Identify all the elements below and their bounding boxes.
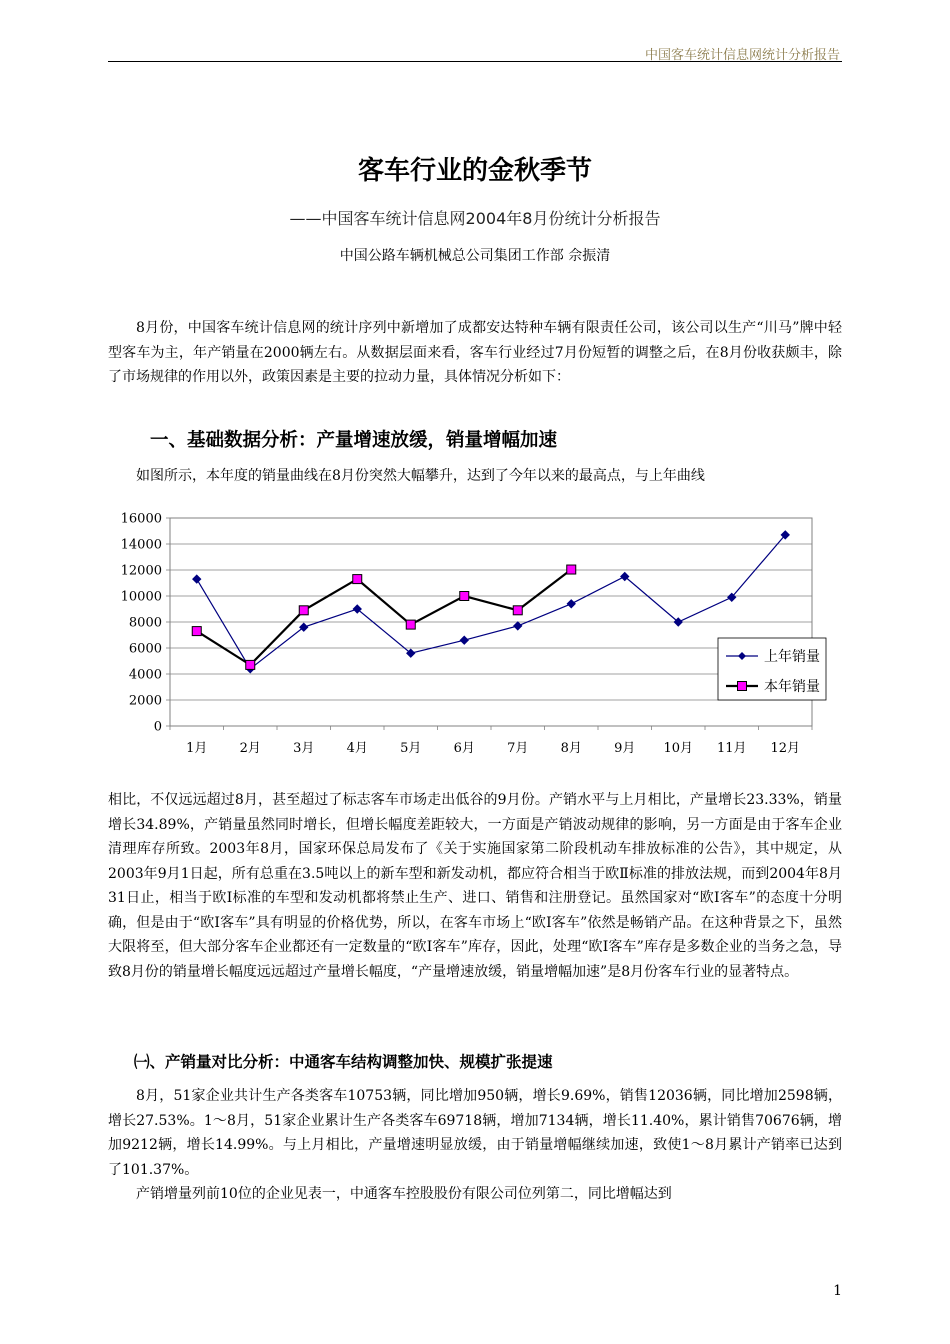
document-author: 中国公路车辆机械总公司集团工作部 佘振清	[339, 248, 611, 264]
x-tick-label: 8月	[560, 741, 582, 756]
y-tick-label: 8000	[128, 615, 162, 631]
header-rule	[108, 61, 842, 62]
series-2-point	[299, 606, 308, 615]
y-tick-label: 10000	[120, 589, 162, 605]
legend-marker-2	[738, 682, 747, 691]
running-header: 中国客车统计信息网统计分析报告	[644, 48, 840, 63]
x-tick-label: 10月	[663, 741, 694, 756]
series-2-point	[460, 592, 469, 601]
series-2-point	[192, 627, 201, 636]
section-heading-1: 一、基础数据分析：产量增速放缓，销量增幅加速	[150, 430, 558, 451]
y-tick-label: 0	[153, 719, 162, 735]
x-tick-label: 11月	[716, 741, 747, 756]
chart-canvas	[108, 505, 842, 777]
series-2-point	[406, 620, 415, 629]
y-tick-label: 6000	[128, 641, 162, 657]
x-tick-label: 6月	[453, 741, 475, 756]
x-tick-label: 2月	[239, 741, 261, 756]
section-heading-2: ㈠、产销量对比分析：中通客车结构调整加快、规模扩张提速	[134, 1053, 553, 1071]
y-tick-label: 16000	[120, 511, 162, 527]
y-tick-label: 4000	[128, 667, 162, 683]
x-tick-label: 5月	[400, 741, 422, 756]
document-title: 客车行业的金秋季节	[357, 156, 592, 186]
legend-label-1: 上年销量	[764, 649, 820, 665]
x-tick-label: 9月	[614, 741, 636, 756]
x-tick-label: 7月	[507, 741, 529, 756]
series-2-point	[567, 565, 576, 574]
series-2-point	[246, 660, 255, 669]
paragraph-analysis: 相比，不仅远远超过8月，甚至超过了标志客车市场走出低谷的9月份。产销水平与上月相比，产量增长23.33%，销量增长34.89%，产销量虽然同时增长，但增长幅度差距较大，一方面是产销波动规律的影响，另一方面是由于客车企业清理库存所致。2003年8月，国家环保总局发布了《关于实施国家第二阶段机动车排放标准的公告》，其中规定，从2003年9月1日起，所有总重在3.5吨以上的新车型和新发动机，都应符合相当于欧Ⅱ标准的排放法规，而到2004年8月31日止，相当于欧Ⅰ标准的车型和发动机都将禁止生产、进口、销售和注册登记。虽然国家对“欧Ⅰ客车”的态度十分明确，但是由于“欧Ⅰ客车”具有明显的价格优势，所以，在客车市场上“欧Ⅰ客车”依然是畅销产品。在这种背景之下，虽然大限将至，但大部分客车企业都还有一定数量的“欧Ⅰ客车”库存，因此，处理“欧Ⅰ客车”库存是多数企业的当务之急，导致8月份的销量增长幅度远远超过产量增长幅度，“产量增速放缓，销量增幅加速”是8月份客车行业的显著特点。	[108, 792, 842, 980]
x-tick-label: 4月	[346, 741, 368, 756]
legend-label-2: 本年销量	[764, 679, 820, 695]
sales-line-chart	[108, 505, 842, 777]
y-tick-label: 12000	[120, 563, 162, 579]
paragraph-chart-intro: 如图所示，本年度的销量曲线在8月份突然大幅攀升，达到了今年以来的最高点，与上年曲线	[136, 468, 705, 484]
document-subtitle: ——中国客车统计信息网2004年8月份统计分析报告	[289, 209, 661, 228]
paragraph-intro: 8月份，中国客车统计信息网的统计序列中新增加了成都安达特种车辆有限责任公司，该公司以生产“川马”牌中轻型客车为主，年产销量在2000辆左右。从数据层面来看，客车行业经过7月份短暂的调整之后，在8月份收获颇丰，除了市场规律的作用以外，政策因素是主要的拉动力量，具体情况分析如下：	[108, 320, 842, 385]
y-tick-label: 14000	[120, 537, 162, 553]
x-tick-label: 1月	[186, 741, 208, 756]
page-number: 1	[833, 1283, 842, 1299]
y-tick-label: 2000	[128, 693, 162, 709]
series-2-point	[353, 575, 362, 584]
paragraph-production: 8月，51家企业共计生产各类客车10753辆，同比增加950辆，增长9.69%，销售12036辆，同比增加2598辆，增长27.53%。1～8月，51家企业累计生产各类客车69718辆，增加7134辆，增长11.40%，累计销售70676辆，增加9212辆，增长14.99%。与上月相比，产量增速明显放缓，由于销量增幅继续加速，致使1～8月累计产销率已达到了101.37%。	[108, 1088, 842, 1178]
x-tick-label: 12月	[770, 741, 801, 756]
paragraph-ranking: 产销增量列前10位的企业见表一，中通客车控股股份有限公司位列第二，同比增幅达到	[136, 1186, 672, 1202]
x-tick-label: 3月	[293, 741, 315, 756]
series-2-point	[513, 606, 522, 615]
